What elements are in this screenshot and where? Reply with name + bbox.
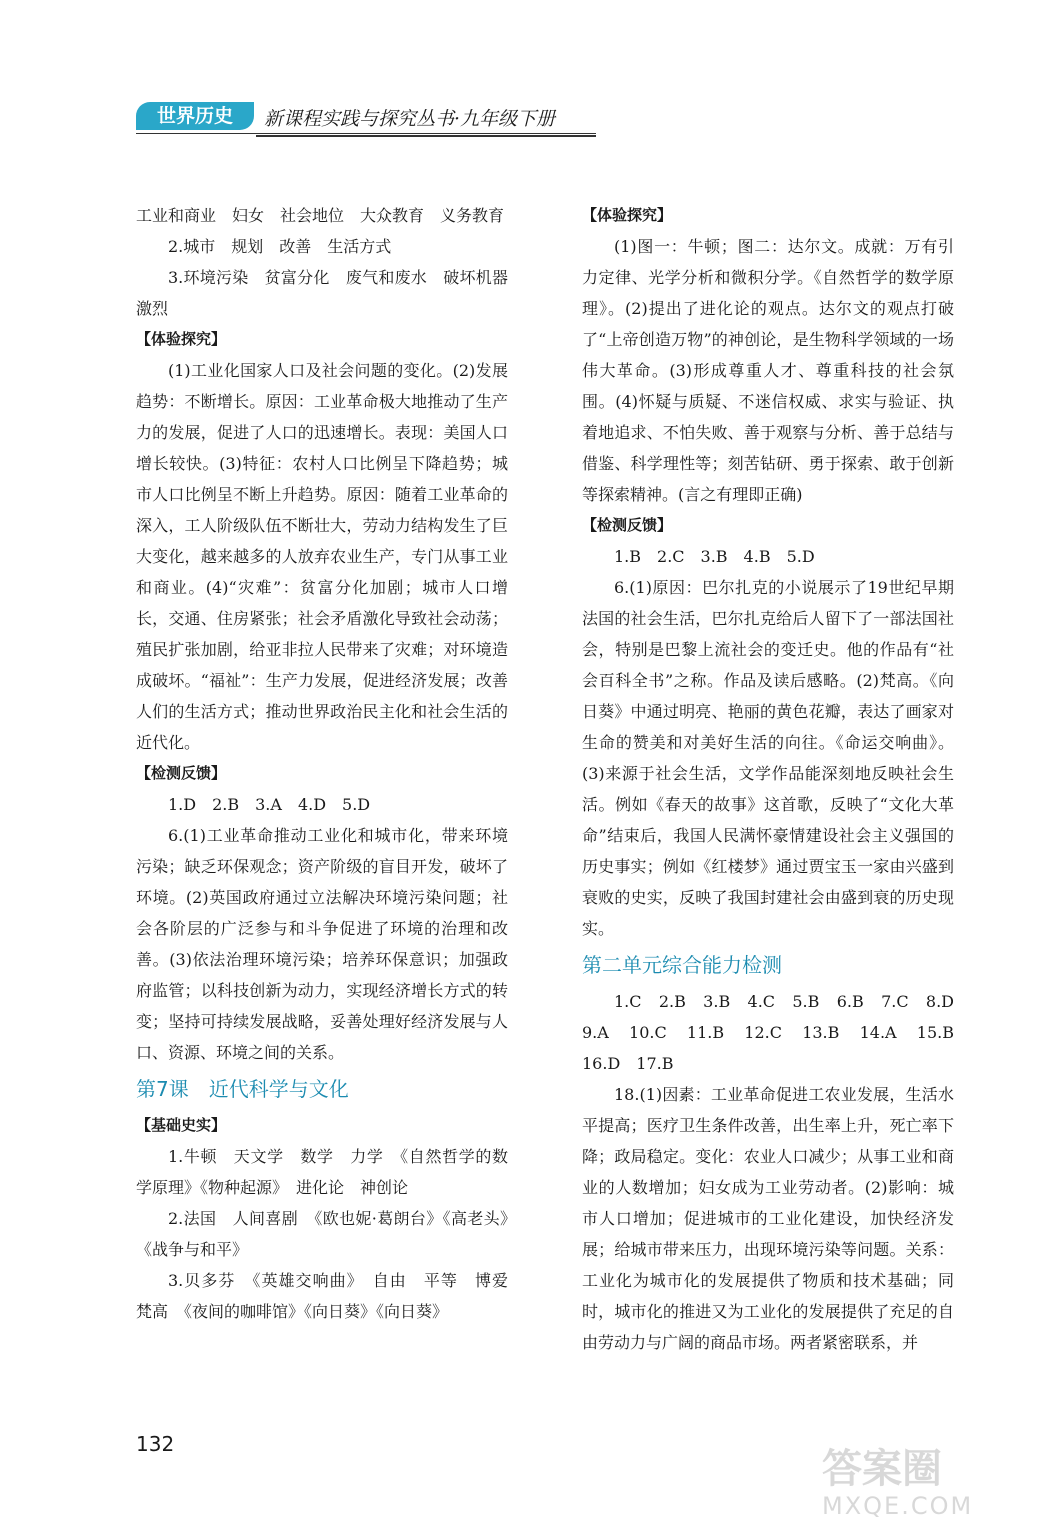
answer-paragraph: 1.B 2.C 3.B 4.B 5.D xyxy=(614,547,815,566)
answer-paragraph: (1)图一：牛顿；图二：达尔文。成就：万有引力定律、光学分析和微积分学。《自然哲学的数学原理》。(2)提出了进化论的观点。达尔文的观点打破了“上帝创造万物”的神创论，是生物科学领域的一场伟大革命。(3)形成尊重人才、尊重科技的社会氛围。(4)怀疑与质疑、不迷信权威、求实与验证、执着地追求、不怕失败、善于观察与分析、善于总结与借鉴、科学理性等；刻苦钻研、勇于探索、敢于创新等探索精神。(言之有理即正确) xyxy=(582,237,954,504)
answer-paragraph: 3.环境污染 贫富分化 废气和废水 破坏机器 激烈 xyxy=(136,268,525,318)
answer-paragraph: 2.法国 人间喜剧 《欧也妮·葛朗台》《高老头》《战争与和平》 xyxy=(136,1209,508,1259)
watermark-logo xyxy=(822,1446,1012,1530)
running-header xyxy=(136,100,596,136)
answer-paragraph: 6.(1)原因：巴尔扎克的小说展示了19世纪早期法国的社会生活，巴尔扎克给后人留下了一部法国社会，特别是巴黎上流社会的变迁史。他的作品有“社会百科全书”之称。作品及读后感略。(2)梵高。《向日葵》中通过明亮、艳丽的黄色花瓣，表达了画家对生命的赞美和对美好生活的向往。《命运交响曲》。(3)来源于社会生活，文学作品能深刻地反映社会生活。例如《春天的故事》这首歌，反映了“文化大革命”结束后，我国人民满怀豪情建设社会主义强国的历史事实；例如《红楼梦》通过贾宝玉一家由兴盛到衰败的史实，反映了我国封建社会由盛到衰的历史现实。 xyxy=(582,578,954,938)
section-tag: 【检测反馈】 xyxy=(136,764,227,782)
answer-paragraph: (1)工业化国家人口及社会问题的变化。(2)发展趋势：不断增长。原因：工业革命极大地推动了生产力的发展，促进了人口的迅速增长。表现：美国人口增长较快。(3)特征：农村人口比例呈下降趋势；城市人口比例呈不断上升趋势。原因：随着工业革命的深入，工人阶级队伍不断壮大，劳动力结构发生了巨大变化，越来越多的人放弃农业生产，专门从事工业和商业。(4)“灾难”：贫富分化加剧；城市人口增长，交通、住房紧张；社会矛盾激化导致社会动荡；殖民扩张加剧，给亚非拉人民带来了灾难；对环境造成破坏。“福祉”：生产力发展，促进经济发展；改善人们的生活方式；推动世界政治民主化和社会生活的近代化。 xyxy=(136,361,508,752)
series-title: 新课程实践与探究丛书·九年级下册 xyxy=(264,108,556,130)
answer-paragraph: 1.D 2.B 3.A 4.D 5.D xyxy=(168,795,371,814)
answer-paragraph: 6.(1)工业革命推动工业化和城市化，带来环境污染；缺乏环保观念；资产阶级的盲目开发，破坏了环境。(2)英国政府通过立法解决环境污染问题；社会各阶层的广泛参与和斗争促进了环境的治理和改善。(3)依法治理环境污染；培养环保意识；加强政府监管；以科技创新为动力，实现经济增长方式的转变；坚持可持续发展战略，妥善处理好经济发展与人口、资源、环境之间的关系。 xyxy=(136,826,508,1062)
subject-badge: 世界历史 xyxy=(136,102,254,130)
right-column xyxy=(582,200,971,1358)
answer-paragraph: 3.贝多芬 《英雄交响曲》 自由 平等 博爱 梵高 《夜间的咖啡馆》《向日葵》《向日葵》 xyxy=(136,1271,525,1321)
answer-paragraph: 1.C 2.B 3.B 4.C 5.B 6.B 7.C 8.D 9.A 10.C 11.B 12.C 13.B 14.A 15.B 16.D 17.B xyxy=(582,992,971,1073)
section-tag: 【基础史实】 xyxy=(136,1116,227,1134)
section-title: 第二单元综合能力检测 xyxy=(582,953,782,977)
header-rule-thick xyxy=(256,135,596,137)
answer-paragraph: 18.(1)因素：工业革命促进工农业发展，生活水平提高；医疗卫生条件改善，出生率上升，死亡率下降；政局稳定。变化：农业人口减少；从事工业和商业的人数增加；妇女成为工业劳动者。(2)影响：城市人口增加；促进城市的工业化建设，加快经济发展；给城市带来压力，出现环境污染等问题。关系：工业化为城市化的发展提供了物质和技术基础；同时，城市化的推进又为工业化的发展提供了充足的自由劳动力与广阔的商品市场。两者紧密联系，并 xyxy=(582,1085,954,1352)
section-tag: 【体验探究】 xyxy=(582,206,673,224)
left-column xyxy=(136,200,525,1327)
page-number: 132 xyxy=(136,1432,175,1456)
watermark-url: MXQE.COM xyxy=(822,1492,974,1520)
answer-paragraph: 1.牛顿 天文学 数学 力学 《自然哲学的数学原理》《物种起源》 进化论 神创论 xyxy=(136,1147,508,1197)
section-tag: 【检测反馈】 xyxy=(582,516,673,534)
header-rule xyxy=(136,133,596,134)
section-tag: 【体验探究】 xyxy=(136,330,227,348)
watermark-text: 答案圈 xyxy=(822,1446,942,1492)
answer-paragraph: 工业和商业 妇女 社会地位 大众教育 义务教育 xyxy=(136,206,505,225)
answer-paragraph: 2.城市 规划 改善 生活方式 xyxy=(168,237,392,256)
section-title: 第7课 近代科学与文化 xyxy=(136,1077,349,1101)
